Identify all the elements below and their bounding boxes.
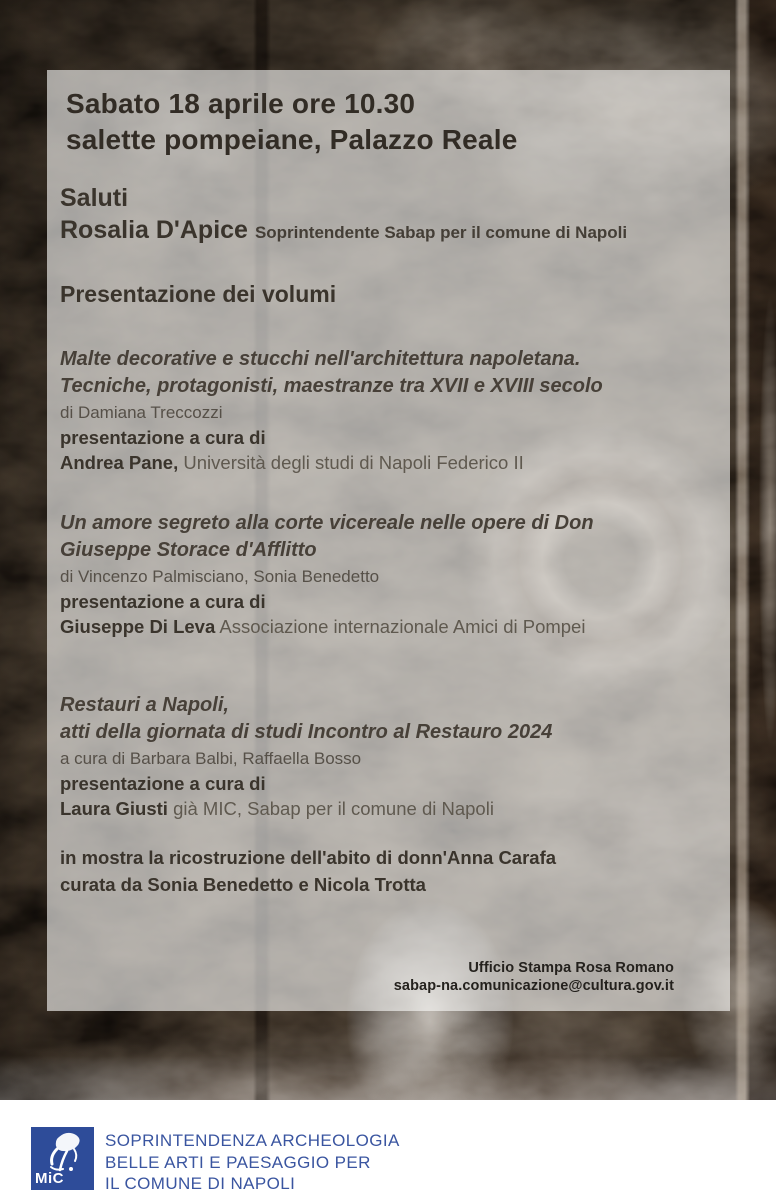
book-title-line: Tecniche, protagonisti, maestranze tra XVII e XVIII secolo	[60, 375, 603, 397]
organization-line: SOPRINTENDENZA ARCHEOLOGIA	[105, 1131, 400, 1150]
presenter-name: Giuseppe Di Leva	[60, 616, 216, 637]
book-authors: a cura di Barbara Balbi, Raffaella Bosso	[60, 749, 362, 768]
press-email: sabap-na.comunicazione@cultura.gov.it	[393, 978, 674, 994]
presenter-affiliation: Università degli studi di Napoli Federico II	[183, 452, 524, 473]
organization-line: BELLE ARTI E PAESAGGIO PER	[105, 1152, 371, 1172]
book-authors: di Damiana Treccozzi	[60, 403, 223, 422]
greetings-block	[60, 182, 627, 246]
mic-logo	[31, 1127, 94, 1190]
presenter-line	[60, 796, 720, 822]
book-entry-3	[60, 692, 720, 822]
exhibition-note	[60, 844, 556, 898]
mic-logo-text: MiC	[35, 1170, 64, 1187]
book-title-line: Malte decorative e stucchi nell'architettura napoletana.	[60, 348, 581, 370]
greeter-role: Soprintendente Sabap per il comune di Napoli	[254, 223, 628, 242]
exhibition-line: in mostra la ricostruzione dell'abito di donn'Anna Carafa	[60, 847, 557, 868]
exhibition-line: curata da Sonia Benedetto e Nicola Trotta	[60, 874, 426, 895]
presenter-line	[60, 614, 720, 640]
presenter-line	[60, 450, 720, 476]
press-office-line: Ufficio Stampa Rosa Romano	[468, 960, 674, 976]
content-panel	[47, 70, 730, 1011]
book-title-line: Un amore segreto alla corte vicereale nelle opere di Don	[60, 512, 594, 534]
presenter-affiliation: Associazione internazionale Amici di Pompei	[219, 616, 586, 637]
greeter-line	[60, 216, 628, 244]
presenter-affiliation: già MIC, Sabap per il comune di Napoli	[173, 798, 494, 819]
book-entry-2	[60, 510, 720, 640]
presenter-name: Laura Giusti	[60, 798, 168, 819]
greeter-name: Rosalia D'Apice	[60, 216, 248, 244]
event-title	[66, 86, 517, 158]
book-title-line: Giuseppe Storace d'Afflitto	[60, 539, 317, 561]
event-venue: salette pompeiane, Palazzo Reale	[66, 124, 518, 155]
presentation-label: presentazione a cura di	[60, 427, 266, 448]
event-date-time: Sabato 18 aprile ore 10.30	[66, 88, 416, 119]
book-title-line: Restauri a Napoli,	[60, 694, 229, 716]
presentation-label: presentazione a cura di	[60, 773, 266, 794]
greetings-heading: Saluti	[60, 184, 129, 212]
book-title-line: atti della giornata di studi Incontro al Restauro 2024	[60, 721, 553, 743]
press-contact-block	[394, 959, 674, 995]
book-authors: di Vincenzo Palmisciano, Sonia Benedetto	[60, 567, 380, 586]
book-entry-1	[60, 346, 720, 476]
footer-bar	[0, 1100, 776, 1200]
presentation-label: presentazione a cura di	[60, 591, 266, 612]
organization-line: IL COMUNE DI NAPOLI	[105, 1174, 296, 1193]
presenter-name: Andrea Pane,	[60, 452, 179, 473]
organization-name	[105, 1130, 400, 1195]
section-heading: Presentazione dei volumi	[60, 281, 337, 307]
